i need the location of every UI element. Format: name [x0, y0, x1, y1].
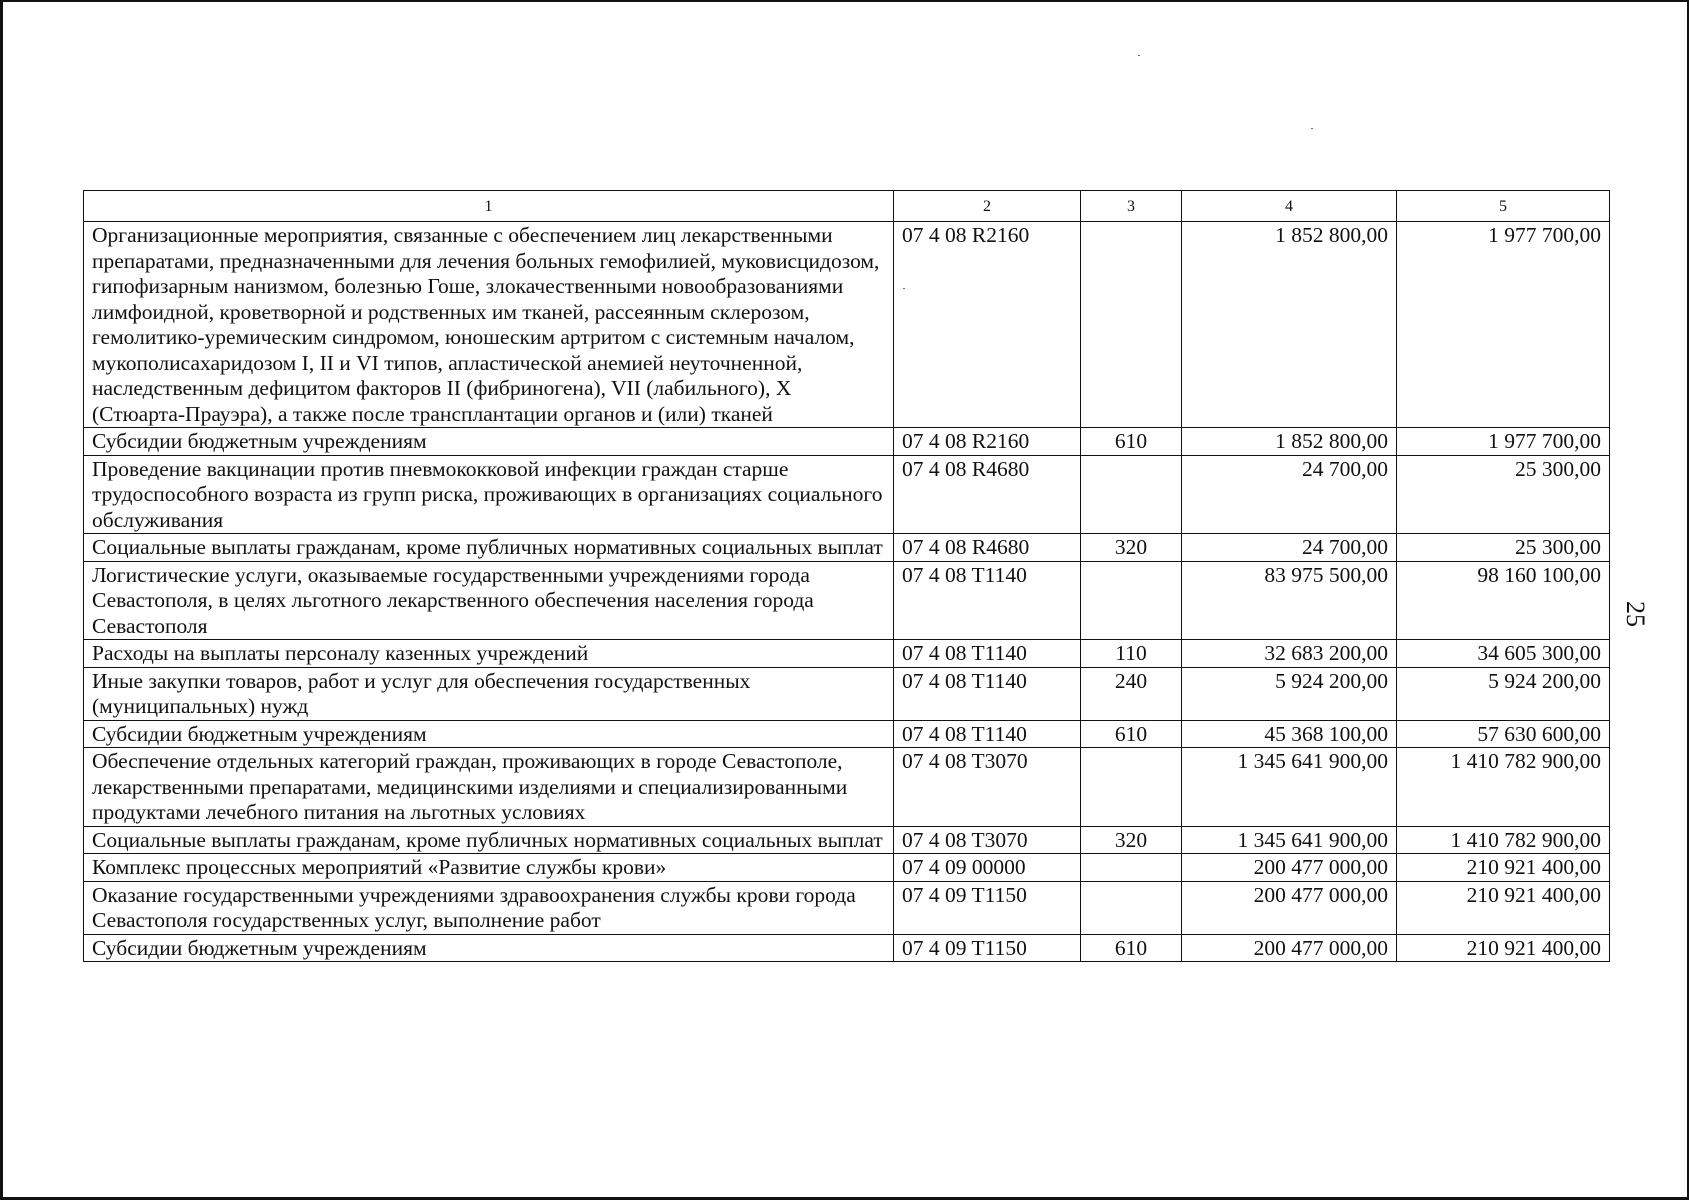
row-sum1: 1 852 800,00	[1182, 222, 1397, 428]
row-sum2: 98 160 100,00	[1397, 561, 1610, 640]
scan-speck	[1311, 128, 1313, 129]
row-kvr: 110	[1081, 640, 1182, 668]
row-name: Логистические услуги, оказываемые государственными учреждениями города Севастополя, в целях льготного лекарственного обеспечения населения города Севастополя	[84, 561, 894, 640]
row-code: 07 4 08 T1140	[894, 640, 1081, 668]
row-sum2: 34 605 300,00	[1397, 640, 1610, 668]
header-row	[84, 191, 1610, 222]
row-sum1: 32 683 200,00	[1182, 640, 1397, 668]
row-name: Иные закупки товаров, работ и услуг для обеспечения государственных (муниципальных) нужд	[84, 667, 894, 720]
row-sum1: 45 368 100,00	[1182, 720, 1397, 748]
row-name: Расходы на выплаты персоналу казенных учреждений	[84, 640, 894, 668]
table-row	[84, 561, 1610, 640]
row-code: 07 4 08 R2160	[894, 428, 1081, 456]
row-kvr: 320	[1081, 534, 1182, 562]
table-row	[84, 720, 1610, 748]
row-code: 07 4 08 R4680	[894, 534, 1081, 562]
row-name: Социальные выплаты гражданам, кроме публичных нормативных социальных выплат	[84, 534, 894, 562]
row-name: Социальные выплаты гражданам, кроме публичных нормативных социальных выплат	[84, 826, 894, 854]
table-row	[84, 428, 1610, 456]
row-kvr	[1081, 854, 1182, 882]
page-number: 25	[1621, 601, 1650, 627]
row-sum2: 1 977 700,00	[1397, 428, 1610, 456]
row-name: Проведение вакцинации против пневмококковой инфекции граждан старше трудоспособного возраста из групп риска, проживающих в организациях социального обслуживания	[84, 455, 894, 534]
row-name: Субсидии бюджетным учреждениям	[84, 720, 894, 748]
table-row	[84, 640, 1610, 668]
budget-table	[83, 190, 1610, 962]
row-code: 07 4 08 T1140	[894, 720, 1081, 748]
row-kvr: 610	[1081, 720, 1182, 748]
row-kvr: 320	[1081, 826, 1182, 854]
row-name: Комплекс процессных мероприятий «Развитие службы крови»	[84, 854, 894, 882]
table-row	[84, 881, 1610, 934]
header-col-sum1: 4	[1182, 191, 1397, 222]
row-sum1: 1 852 800,00	[1182, 428, 1397, 456]
table-row	[84, 854, 1610, 882]
row-kvr	[1081, 748, 1182, 827]
row-name: Оказание государственными учреждениями здравоохранения службы крови города Севастополя государственных услуг, выполнение работ	[84, 881, 894, 934]
row-kvr	[1081, 561, 1182, 640]
row-sum1: 200 477 000,00	[1182, 854, 1397, 882]
row-sum2: 25 300,00	[1397, 455, 1610, 534]
row-name: Обеспечение отдельных категорий граждан, проживающих в городе Севастополе, лекарственными препаратами, медицинскими изделиями и специализированными продуктами лечебного питания на льготных условиях	[84, 748, 894, 827]
row-kvr: 240	[1081, 667, 1182, 720]
table-row	[84, 534, 1610, 562]
row-name: Субсидии бюджетным учреждениям	[84, 428, 894, 456]
row-code: 07 4 09 00000	[894, 854, 1081, 882]
row-sum1: 5 924 200,00	[1182, 667, 1397, 720]
header-col-code: 2	[894, 191, 1081, 222]
row-kvr	[1081, 455, 1182, 534]
row-sum2: 1 410 782 900,00	[1397, 826, 1610, 854]
row-code: 07 4 08 T3070	[894, 826, 1081, 854]
row-kvr	[1081, 222, 1182, 428]
row-code: 07 4 08 T1140	[894, 667, 1081, 720]
row-sum2: 210 921 400,00	[1397, 881, 1610, 934]
row-sum2: 1 977 700,00	[1397, 222, 1610, 428]
row-sum1: 200 477 000,00	[1182, 881, 1397, 934]
row-code: 07 4 08 T1140	[894, 561, 1081, 640]
row-code: 07 4 09 T1150	[894, 934, 1081, 962]
row-sum1: 1 345 641 900,00	[1182, 826, 1397, 854]
header-col-sum2: 5	[1397, 191, 1610, 222]
table-row	[84, 222, 1610, 428]
row-code: 07 4 08 T3070	[894, 748, 1081, 827]
row-kvr: 610	[1081, 428, 1182, 456]
row-sum2: 57 630 600,00	[1397, 720, 1610, 748]
row-sum1: 1 345 641 900,00	[1182, 748, 1397, 827]
row-sum1: 24 700,00	[1182, 455, 1397, 534]
row-name: Субсидии бюджетным учреждениям	[84, 934, 894, 962]
row-sum2: 5 924 200,00	[1397, 667, 1610, 720]
row-kvr: 610	[1081, 934, 1182, 962]
row-sum1: 200 477 000,00	[1182, 934, 1397, 962]
row-code: 07 4 09 T1150	[894, 881, 1081, 934]
row-sum2: 210 921 400,00	[1397, 934, 1610, 962]
scan-speck	[1138, 55, 1140, 56]
table-row	[84, 826, 1610, 854]
row-sum2: 25 300,00	[1397, 534, 1610, 562]
row-code: 07 4 08 R4680	[894, 455, 1081, 534]
row-sum1: 83 975 500,00	[1182, 561, 1397, 640]
row-name: Организационные мероприятия, связанные с обеспечением лиц лекарственными препаратами, предназначенными для лечения больных гемофилией, муковисцидозом, гипофизарным нанизмом, болезнью Гоше, злокачественными новообразованиями лимфоидной, кроветворной и родственных им тканей, рассеянным склерозом, гемолитико-уремическим синдромом, юношеским артритом с системным началом, мукополисахаридозом I, II и VI типов, апластической анемией неуточненной, наследственным дефицитом факторов II (фибриногена), VII (лабильного), X (Стюарта-Прауэра), а также после трансплантации органов и (или) тканей	[84, 222, 894, 428]
header-col-name: 1	[84, 191, 894, 222]
row-sum2: 210 921 400,00	[1397, 854, 1610, 882]
row-kvr	[1081, 881, 1182, 934]
row-sum1: 24 700,00	[1182, 534, 1397, 562]
table-row	[84, 667, 1610, 720]
row-sum2: 1 410 782 900,00	[1397, 748, 1610, 827]
table-row	[84, 934, 1610, 962]
table-row	[84, 748, 1610, 827]
table-row	[84, 455, 1610, 534]
row-code: 07 4 08 R2160	[894, 222, 1081, 428]
header-col-kvr: 3	[1081, 191, 1182, 222]
